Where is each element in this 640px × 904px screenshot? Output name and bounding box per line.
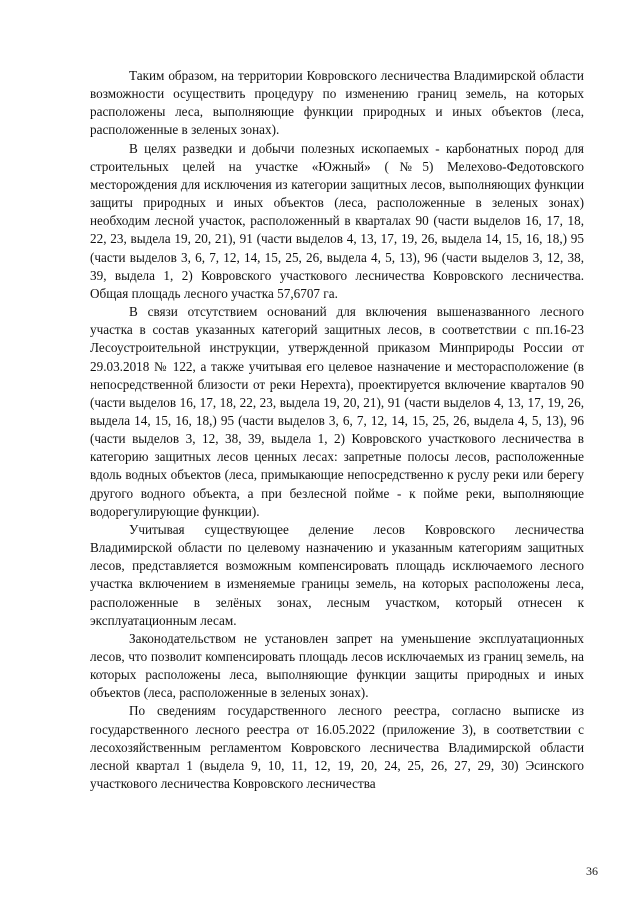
paragraph-protective-forests: В связи отсутствием оснований для включения вышеназванного лесного участка в состав указанных категорий защитных лесов, в соответствии с пп.16-23 Лесоустроительной инструкции, утвержденной приказом Минприроды России от 29.03.2018 № 122, а также учитывая его целевое назначение и месторасположение (в непосредственной близости от реки Нерехта), проектируется включение кварталов 90 (части выделов 16, 17, 18, 22, 23, выдела 19, 20, 21), 91 (части выделов 4, 13, 17, 19, 26, выдела 14, 15, 16, 18,) 95 (части выделов 3, 6, 7, 12, 14, 15, 25, 26, выдела 4, 5, 13), 96 (части выделов 3, 12, 38, 39, выдела 1, 2) Ковровского участкового лесничества в категорию защитных лесов ценных лесах: запретные полосы лесов, расположенные вдоль водных объектов (леса, примыкающие непосредственно к руслу реки или берегу другого водного объекта, а при безлесной пойме - к пойме реки, выполняющие водорегулирующие функции).: [90, 304, 584, 519]
paragraph-legislation: Законодательством не установлен запрет на уменьшение эксплуатационных лесов, что позволит компенсировать площадь лесов исключаемых из границ земель, на которых расположены леса, выполняющие функции защиты природных и иных объектов (леса, расположенные в зеленых зонах).: [90, 630, 584, 701]
page-number: 36: [586, 864, 598, 878]
paragraph-land-plot: В целях разведки и добычи полезных ископаемых - карбонатных пород для строительных целей на участке «Южный» (№5) Мелехово-Федотовского месторождения для исключения из категории защитных лесов, выполняющих функции защиты природных и иных объектов (леса, расположенные в зеленых зонах) необходим лесной участок, расположенный в кварталах 90 (части выделов 16, 17, 18, 22, 23, выдела 19, 20, 21), 91 (части выделов 4, 13, 17, 19, 26, выдела 14, 15, 16, 18,) 95 (части выделов 3, 6, 7, 12, 14, 15, 25, 26, выдела 4, 5, 13), 96 (части выделов 3, 12, 38, 39, выдела 1, 2) Ковровского участкового лесничества Ковровского лесничества. Общая площадь лесного участка 57,6707 га.: [90, 140, 584, 301]
document-body: [90, 67, 584, 793]
paragraph-registry: По сведениям государственного лесного реестра, согласно выписке из государственного лесного реестра от 16.05.2022 (приложение 3), в соответствии с лесохозяйственным регламентом Ковровского лесничества Владимирской области лесной квартал 1 (выдела 9, 10, 11, 12, 19, 20, 24, 25, 26, 27, 29, 30) Эсинского участкового лесничества Ковровского лесничества: [90, 703, 584, 792]
paragraph-conclusion: Таким образом, на территории Ковровского лесничества Владимирской области возможности осуществить процедуру по изменению границ земель, на которых расположены леса, выполняющие функции природных и иных объектов (леса, расположенные в зеленых зонах).: [90, 68, 584, 138]
paragraph-compensation: Учитывая существующее деление лесов Ковровского лесничества Владимирской области по целевому назначению и указанным категориям защитных лесов, представляется возможным компенсировать площадь исключаемого лесного участка включением в изменяемые границы земель, на которых расположены леса, расположенные в зелёных зонах, лесным участком, который отнесен к эксплуатационным лесам.: [90, 521, 584, 628]
